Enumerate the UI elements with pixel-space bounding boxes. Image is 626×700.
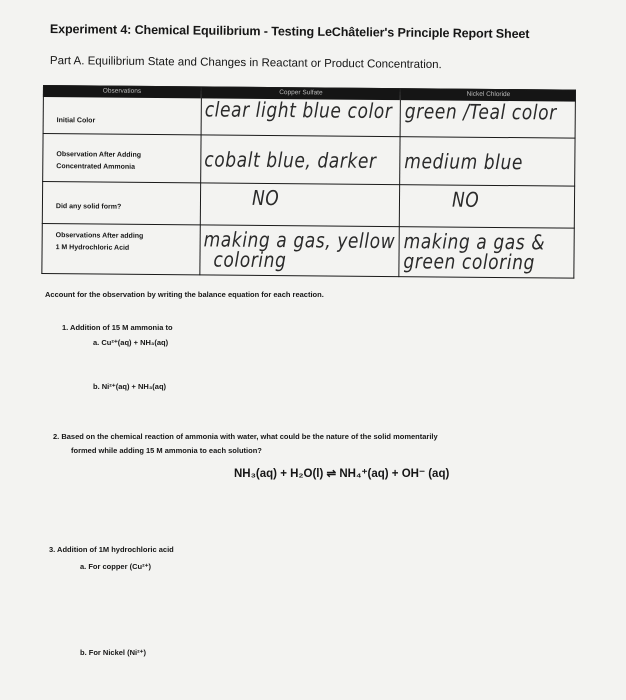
q1-part-b: b. Ni²⁺(aq) + NH₃(aq) — [93, 382, 167, 391]
q3-part-b: b. For Nickel (Ni²⁺) — [80, 648, 147, 657]
row-label-after-ammonia-2: Concentrated Ammonia — [56, 163, 136, 171]
copper-initial-color: clear light blue color — [204, 98, 393, 125]
row-label-after-hcl: Observations After adding — [55, 232, 144, 240]
account-instruction: Account for the observation by writing the balance equation for each reaction. — [45, 290, 324, 299]
row-label-after-ammonia: Observation After Adding — [56, 151, 142, 159]
q2-line2: formed while adding 15 M ammonia to each solution? — [71, 446, 262, 455]
nickel-after-hcl-line1: making a gas & — [403, 230, 546, 256]
copper-after-ammonia: cobalt blue, darker — [204, 148, 377, 174]
observations-table — [41, 85, 576, 279]
row-label-after-hcl-2: 1 M Hydrochloric Acid — [55, 244, 130, 252]
ammonia-water-equation: NH₃(aq) + H₂O(l) ⇌ NH₄⁺(aq) + OH⁻ (aq) — [234, 468, 450, 480]
row-label-initial-color: Initial Color — [56, 117, 96, 125]
copper-solid-form: NO — [251, 186, 280, 212]
q2-line1: 2. Based on the chemical reaction of ammonia with water, what could be the nature of the solid momentarily — [53, 432, 438, 441]
nickel-after-ammonia: medium blue — [404, 150, 524, 176]
page-title: Experiment 4: Chemical Equilibrium - Testing LeChâtelier's Principle Report Sheet — [49, 22, 530, 42]
nickel-after-hcl-line2: green coloring — [403, 250, 536, 276]
row-label-solid-form: Did any solid form? — [55, 203, 122, 211]
row-divider-1 — [43, 133, 576, 139]
nickel-solid-form: NO — [451, 188, 480, 213]
row-divider-3 — [42, 223, 575, 229]
copper-after-hcl-line1: making a gas, yellow — [203, 228, 396, 255]
table-border-left — [41, 85, 44, 274]
table-divider-2 — [398, 88, 401, 277]
q1-heading: 1. Addition of 15 M ammonia to — [62, 323, 173, 332]
q1-part-a: a. Cu²⁺(aq) + NH₃(aq) — [93, 338, 169, 347]
row-divider-2 — [42, 181, 575, 187]
table-border-right — [573, 90, 576, 279]
header-copper-sulfate: Copper Sulfate — [202, 86, 400, 100]
nickel-initial-color: green /Teal color — [404, 100, 557, 126]
header-observations: Observations — [43, 85, 201, 98]
copper-after-hcl-line2: coloring — [213, 248, 287, 274]
part-a-heading: Part A. Equilibrium State and Changes in Reactant or Product Concentration. — [49, 55, 442, 72]
q3-heading: 3. Addition of 1M hydrochloric acid — [49, 545, 174, 554]
table-divider-1 — [199, 86, 202, 275]
header-nickel-chloride: Nickel Chloride — [401, 88, 576, 102]
q3-part-a: a. For copper (Cu²⁺) — [80, 562, 152, 571]
